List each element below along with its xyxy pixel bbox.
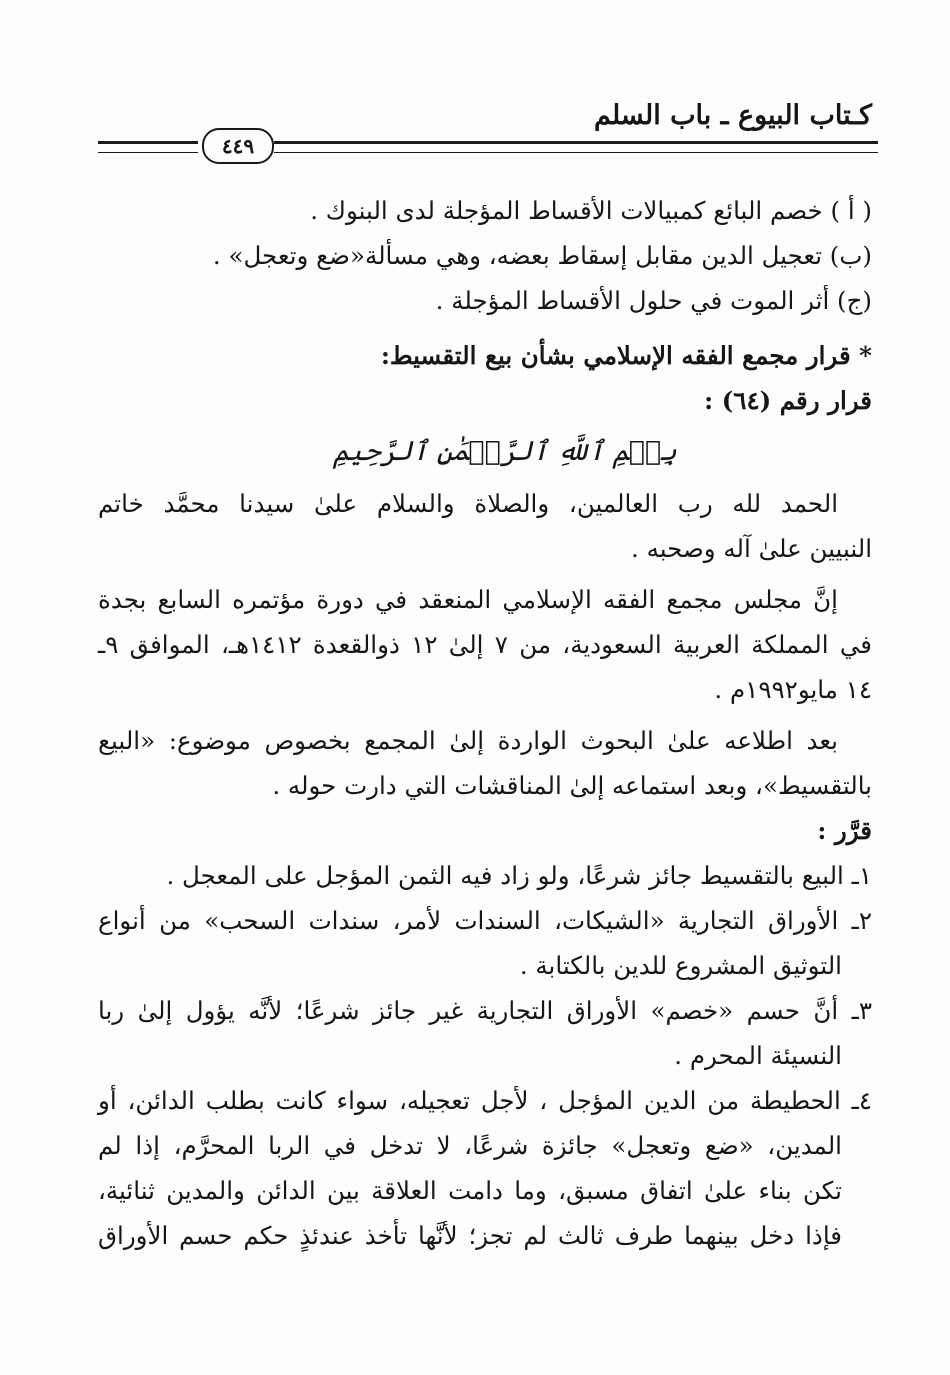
main-text xyxy=(98,188,872,1258)
paragraph-3-line-1: بعد اطلاعه علىٰ البحوث الواردة إلىٰ المجمع بخصوص موضوع: «البيع xyxy=(98,726,838,755)
paragraph-3-line-2: بالتقسيط»، وبعد استماعه إلىٰ المناقشات التي دارت حوله . xyxy=(272,771,872,800)
point-4-line-1: ٤ـ الحطيطة من الدين المؤجل ، لأجل تعجيله، سواء كانت بطلب الدائن، أو xyxy=(98,1086,872,1115)
page-number-badge: ٤٤٩ xyxy=(202,128,274,164)
intro-item-a: ( أ ) خصم البائع كمبيالات الأقساط المؤجلة لدى البنوك . xyxy=(310,196,872,225)
paragraph-1-line-2: النبيين علىٰ آله وصحبه . xyxy=(631,534,872,563)
point-3-line-2: النسيئة المحرم . xyxy=(674,1041,842,1070)
paragraph-2-line-3: ١٤ مايو١٩٩٢م . xyxy=(714,675,872,704)
header-rule xyxy=(98,128,878,168)
point-3-line-1: ٣ـ أنَّ حسم «خصم» الأوراق التجارية غير جائز شرعًا؛ لأنَّه يؤول إلىٰ ربا xyxy=(98,996,872,1025)
paragraph-2-line-1: إنَّ مجلس مجمع الفقه الإسلامي المنعقد في دورة مؤتمره السابع بجدة xyxy=(98,585,838,614)
point-1-line-1: ١ـ البيع بالتقسيط جائز شرعًا، ولو زاد فيه الثمن المؤجل على المعجل . xyxy=(166,861,872,890)
intro-item-c: (ج) أثر الموت في حلول الأقساط المؤجلة . xyxy=(435,286,872,315)
point-4-line-3: تكن بناء علىٰ اتفاق مسبق، وما دامت العلاقة بين الدائن والمدين ثنائية، xyxy=(98,1176,842,1205)
paragraph-2-line-2: في المملكة العربية السعودية، من ٧ إلىٰ ١٢ ذوالقعدة ١٤١٢هـ، الموافق ٩ـ xyxy=(98,630,873,659)
paragraph-1-line-1: الحمد لله رب العالمين، والصلاة والسلام علىٰ سيدنا محمَّد خاتم xyxy=(98,489,838,518)
intro-item-b: (ب) تعجيل الدين مقابل إسقاط بعضه، وهي مسألة«ضع وتعجل» . xyxy=(212,241,872,270)
header-rule-right xyxy=(274,141,878,153)
section-heading: * قرار مجمع الفقه الإسلامي بشأن بيع التقسيط: xyxy=(380,341,872,370)
point-2-line-1: ٢ـ الأوراق التجارية «الشيكات، السندات لأمر، سندات السحب» من أنواع xyxy=(98,906,872,935)
running-head-title: كـتاب البيوع ـ باب السلم xyxy=(593,100,872,131)
point-4-line-2: المدين، «ضع وتعجل» جائزة شرعًا، لا تدخل في الربا المحرَّم، إذا لم xyxy=(98,1131,842,1160)
decision-number: قرار رقم (٦٤) : xyxy=(704,386,872,415)
point-4-line-4: فإذا دخل بينهما طرف ثالث لم تجز؛ لأنَّها تأخذ عندئذٍ حكم حسم الأوراق xyxy=(98,1221,842,1250)
point-2-line-2: التوثيق المشروع للدين بالكتابة . xyxy=(519,951,842,980)
bismillah: بِسۡمِ ٱللَّهِ ٱلرَّحۡمَٰنِ ٱلرَّحِيمِ xyxy=(333,436,677,467)
decided-label: قرَّر : xyxy=(817,816,872,845)
header-rule-left xyxy=(98,141,198,153)
